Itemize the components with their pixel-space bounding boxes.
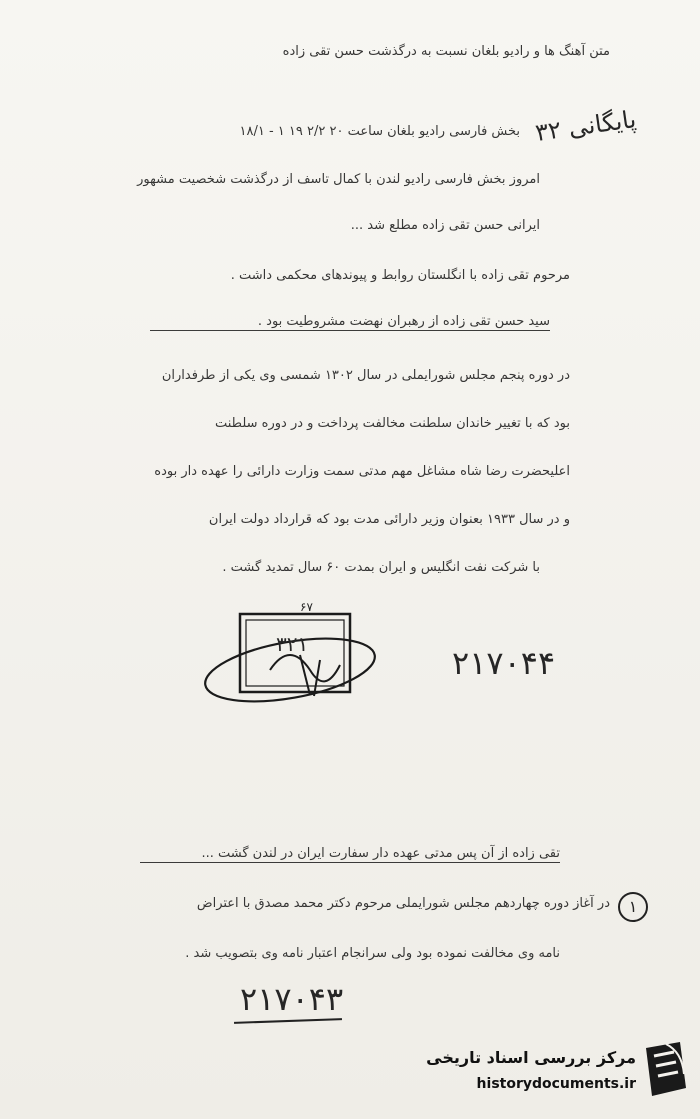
paragraph-line: نامه وی مخالفت نموده بود ولی سرانجام اعتبار نامه وی بتصویب شد . bbox=[185, 946, 560, 961]
paragraph-line: با شرکت نفت انگلیس و ایران بمدت ۶۰ سال تمدید گشت . bbox=[222, 560, 540, 575]
handwritten-underline bbox=[234, 1018, 342, 1024]
stamp-seal bbox=[200, 600, 400, 720]
margin-handwritten-note: پایگانی ۳۲ bbox=[533, 105, 638, 147]
paragraph-line: در آغاز دوره چهاردهم مجلس شورایملی مرحوم دکتر محمد مصدق با اعتراض bbox=[196, 896, 610, 911]
stamp-label: ۳۲۱ bbox=[276, 632, 309, 656]
org-name: مرکز بررسی اسناد تاریخی bbox=[426, 1048, 636, 1067]
footer-watermark bbox=[400, 1024, 700, 1119]
paragraph-line: اعلیحضرت رضا شاه مشاغل مهم مدتی سمت وزارت دارائی را عهده دار بوده bbox=[154, 464, 570, 479]
paragraph-line: مرحوم تقی زاده با انگلستان روابط و پیوندهای محکمی داشت . bbox=[230, 268, 570, 283]
handwritten-number: ۲۱۷۰۴۴ bbox=[452, 644, 556, 682]
paragraph-line: تقی زاده از آن پس مدتی عهده دار سفارت ایران در لندن گشت ... bbox=[140, 846, 560, 863]
document-title: متن آهنگ ها و رادیو بلغان نسبت به درگذشت حسن تقی زاده bbox=[282, 44, 610, 59]
archive-logo-icon bbox=[640, 1038, 692, 1102]
circled-number: ۱ bbox=[618, 892, 648, 922]
paragraph-line: بود که با تغییر خاندان سلطنت مخالفت پرداخت و در دوره سلطنت bbox=[214, 416, 570, 431]
paragraph-line: و در سال ۱۹۳۳ بعنوان وزیر دارائی مدت بود که قرارداد دولت ایران bbox=[208, 512, 570, 527]
paragraph-line: در دوره پنجم مجلس شورایملی در سال ۱۳۰۲ شمسی وی یکی از طرفداران bbox=[161, 368, 570, 383]
paragraph-line: سید حسن تقی زاده از رهبران نهضت مشروطیت بود . bbox=[150, 314, 550, 331]
website-url: historydocuments.ir bbox=[476, 1076, 636, 1092]
bottom-handwritten-number: ۲۱۷۰۴۳ bbox=[240, 980, 344, 1018]
stamp-date-code: ۶۷ bbox=[300, 600, 313, 614]
paragraph-line: بخش فارسی رادیو بلغان ساعت ۲۰ ۲/۲ ۱۹ ۱ - ۱۸/۱ bbox=[239, 124, 520, 139]
paragraph-line: امروز بخش فارسی رادیو لندن با کمال تاسف از درگذشت شخصیت مشهور bbox=[137, 172, 540, 187]
paragraph-line: ایرانی حسن تقی زاده مطلع شد ... bbox=[350, 218, 540, 233]
